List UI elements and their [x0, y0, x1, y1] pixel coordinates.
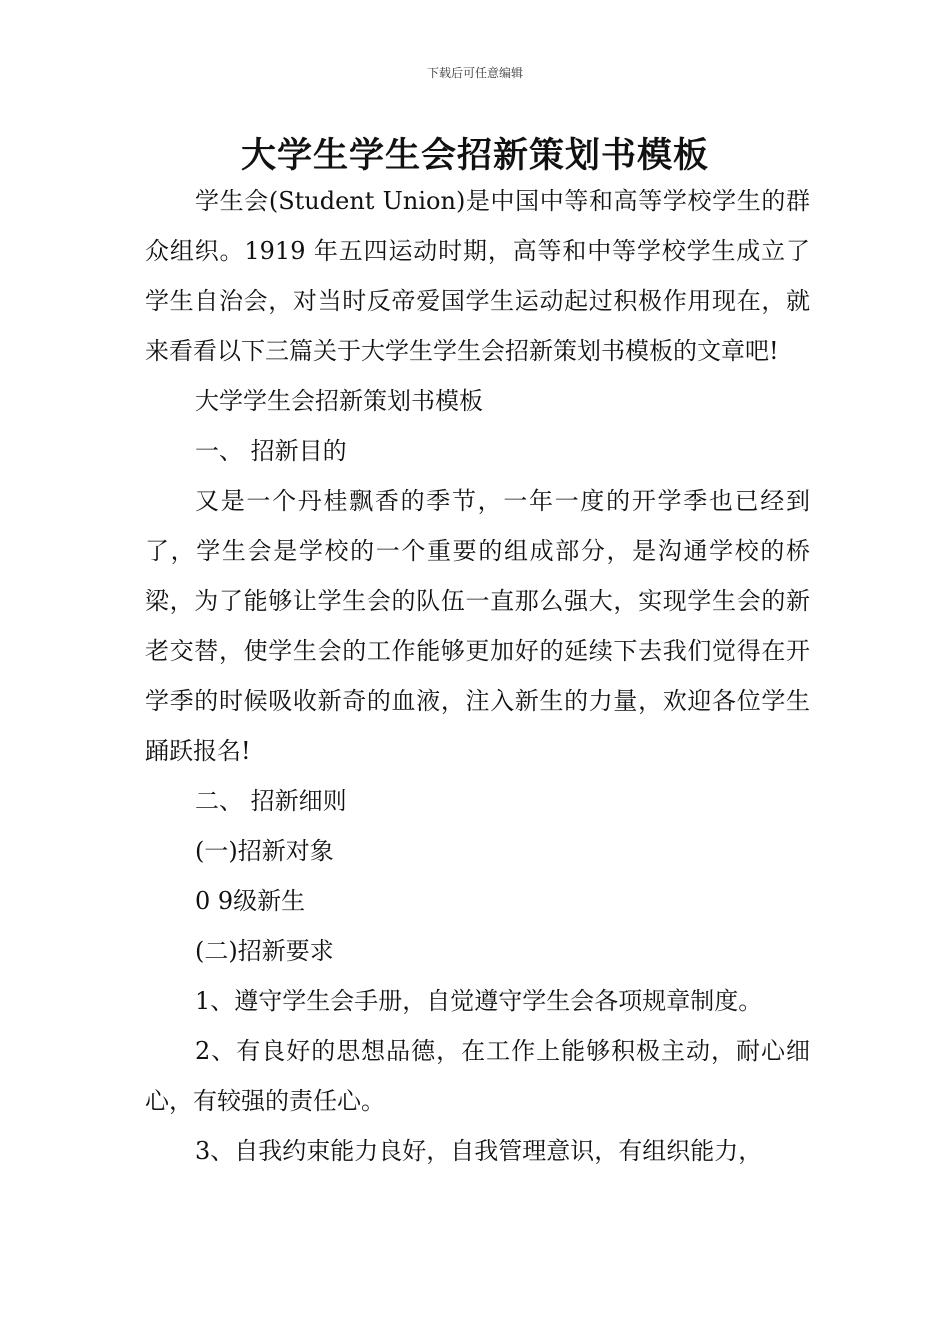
requirement-item-2: 2、有良好的思想品德，在工作上能够积极主动，耐心细心，有较强的责任心。 [145, 1037, 810, 1115]
target-text: 0 9级新生 [195, 887, 306, 915]
requirement-item-1: 1、遵守学生会手册，自觉遵守学生会各项规章制度。 [195, 987, 763, 1015]
subheading-recruitment-requirements: (二)招新要求 [195, 937, 334, 965]
intro-paragraph: 学生会(Student Union)是中国中等和高等学校学生的群众组织。1919 年五四运动时期，高等和中等学校学生成立了学生自治会，对当时反帝爱国学生运动起过积极作用现在，就来看看以下三篇关于大学生学生会招新策划书模板的文章吧! [145, 187, 810, 365]
section-title: 大学学生会招新策划书模板 [195, 387, 483, 415]
requirement-item-3: 3、自我约束能力良好，自我管理意识，有组织能力， [195, 1137, 763, 1165]
heading-recruitment-purpose: 一、 招新目的 [195, 437, 347, 465]
purpose-paragraph: 又是一个丹桂飘香的季节，一年一度的开学季也已经到了，学生会是学校的一个重要的组成部分，是沟通学校的桥梁，为了能够让学生会的队伍一直那么强大，实现学生会的新老交替，使学生会的工作能够更加好的延续下去我们觉得在开学季的时候吸收新奇的血液，注入新生的力量，欢迎各位学生踊跃报名! [145, 487, 810, 765]
document-body [145, 176, 810, 1176]
document-title: 大学生学生会招新策划书模板 [240, 136, 709, 176]
heading-recruitment-details: 二、 招新细则 [195, 787, 347, 815]
subheading-recruitment-target: (一)招新对象 [195, 837, 334, 865]
header-note: 下载后可任意编辑 [426, 66, 523, 80]
